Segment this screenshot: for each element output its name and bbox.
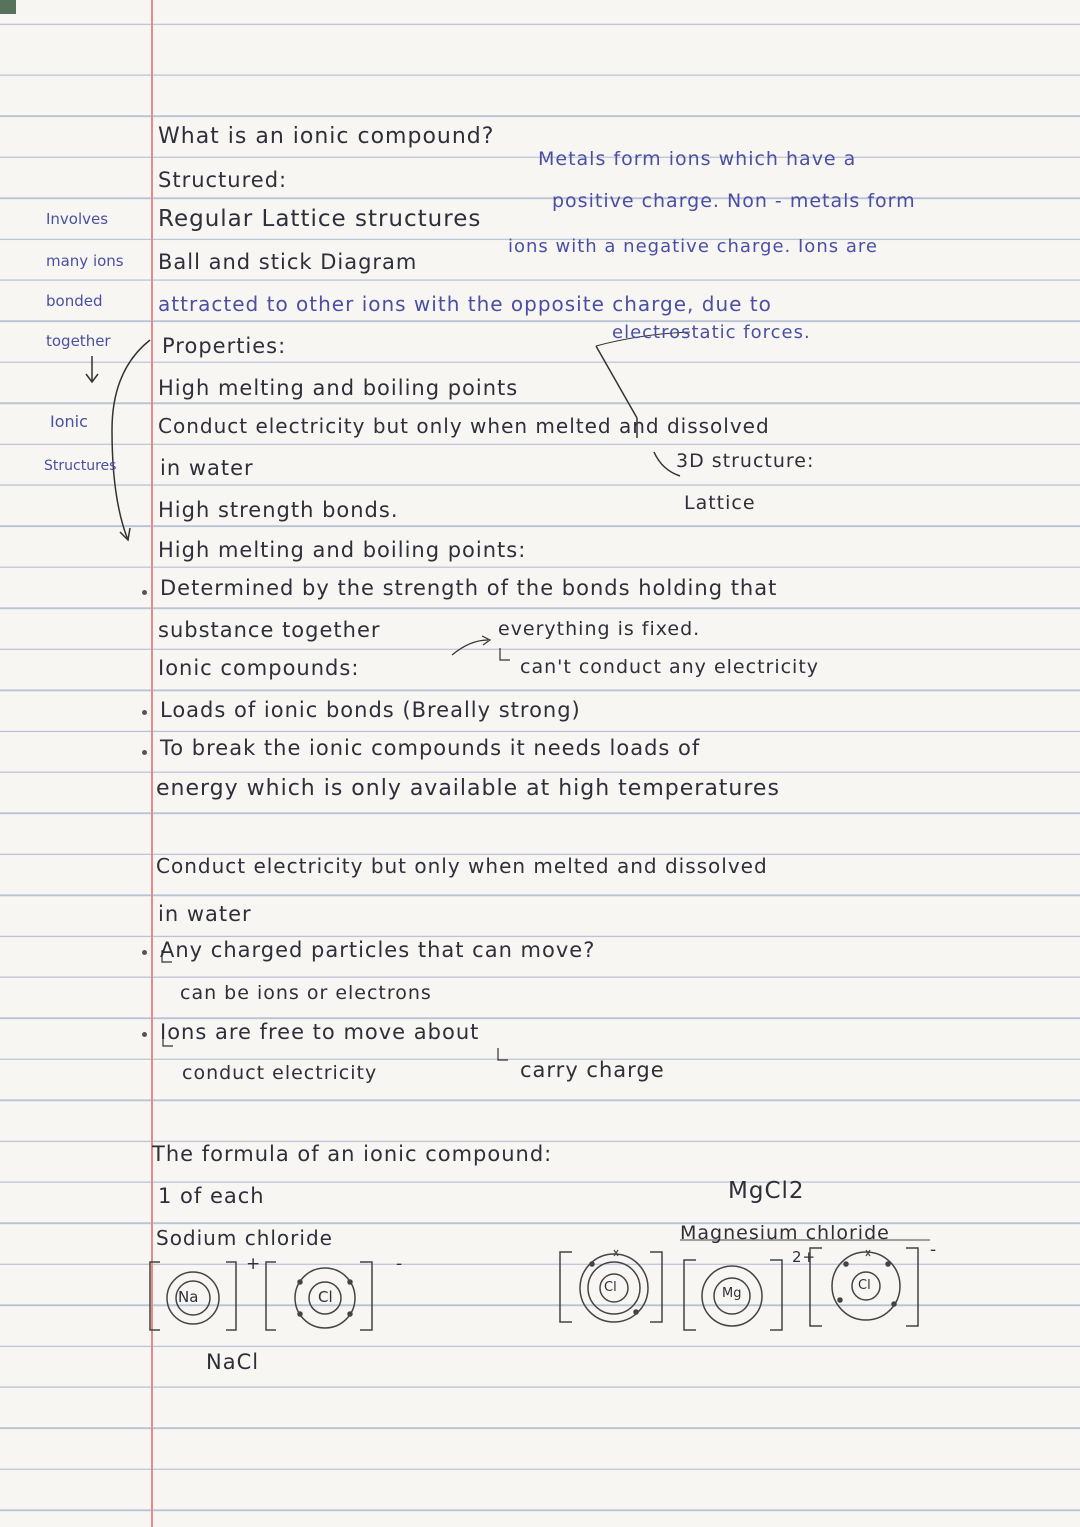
property-2: Conduct electricity but only when melted and dissolved [158,414,770,438]
mgcl2-name: Magnesium chloride [680,1222,890,1244]
metals-note-3: ions with a negative charge. Ions are [508,236,878,257]
margin-note-ionic: Ionic [50,412,88,431]
bullet [142,590,147,595]
melting-bullet-1: Determined by the strength of the bonds holding that [160,576,778,600]
bullet [142,950,147,955]
one-of-each: 1 of each [158,1184,265,1208]
property-1: High melting and boiling points [158,376,519,400]
hook-arrow-icon [500,648,510,660]
melting-title: High melting and boiling points: [158,538,527,562]
cl-left-label: Cl [604,1280,617,1295]
bracket-arrow-icon [112,340,150,540]
arrow-icon [452,640,488,655]
mg-label: Mg [722,1286,742,1301]
everything-fixed: everything is fixed. [498,618,701,640]
melting-bullet-1b: substance together [158,618,381,642]
na-charge: + [246,1254,262,1274]
margin-note-involves: Involves [46,210,109,228]
cl-charge: - [396,1254,404,1274]
attracted-text: attracted to other ions with the opposite charge, due to [158,292,772,316]
page-heading: What is an ionic compound? [158,124,495,149]
conduct-question: Any charged particles that can move? [160,938,596,962]
hook-arrow-icon [498,1048,508,1060]
formula-title: The formula of an ionic compound: [152,1142,553,1166]
margin-note-many-ions: many ions [46,252,124,270]
bullet [142,710,147,715]
metals-note-4: electrostatic forces. [612,322,811,343]
metals-note-2: positive charge. Non - metals form [552,190,916,212]
melting-bullet-2: Loads of ionic bonds (Breally strong) [160,698,581,722]
margin-note-bonded: bonded [46,292,103,310]
pointer-line [596,346,637,418]
properties-label: Properties: [162,334,287,358]
ions-free: Ions are free to move about [160,1020,480,1044]
conduct-answer: can be ions or electrons [180,982,432,1004]
melting-bullet-3: To break the ionic compounds it needs loads of [160,736,701,760]
metals-note-1: Metals form ions which have a [538,148,857,170]
conduct-electricity: conduct electricity [182,1062,378,1084]
bullet [142,1032,147,1037]
structured-label: Structured: [158,168,288,192]
mgcl2-formula: MgCl2 [728,1178,805,1204]
cl-right-label: Cl [858,1278,871,1293]
property-2b: in water [160,456,254,480]
ionic-compounds-label: Ionic compounds: [158,656,360,680]
lattice-note-2: Lattice [684,492,756,514]
na-label: Na [178,1288,199,1306]
margin-note-structures: Structures [44,458,117,474]
melting-bullet-3b: energy which is only available at high temperatures [156,776,780,801]
conduct-title-b: in water [158,902,252,926]
nacl-formula: NaCl [206,1350,260,1374]
bullet [142,750,147,755]
carry-charge: carry charge [520,1058,665,1082]
property-3: High strength bonds. [158,498,399,522]
ball-stick-text: Ball and stick Diagram [158,250,418,274]
cant-conduct: can't conduct any electricity [520,656,820,678]
nacl-name: Sodium chloride [156,1226,333,1250]
conduct-title: Conduct electricity but only when melted and dissolved [156,854,768,878]
lattice-note-1: 3D structure: [676,450,815,472]
regular-lattice-text: Regular Lattice structures [158,206,482,232]
mg-charge: 2+ [792,1248,817,1266]
cl2-charge: - [930,1240,938,1260]
cl-label: Cl [318,1288,333,1306]
margin-note-together: together [46,332,111,350]
